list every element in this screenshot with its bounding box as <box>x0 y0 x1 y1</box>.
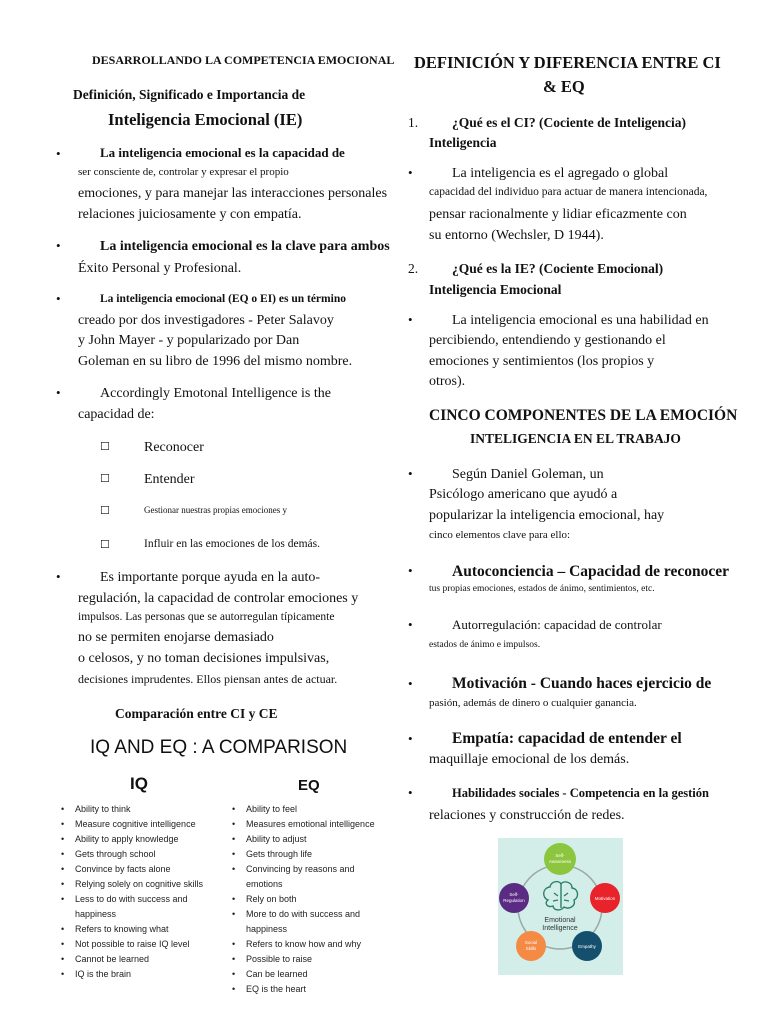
a1-l3: pensar racionalmente y lidiar eficazmente con <box>429 207 687 222</box>
empty-checkbox-icon: ☐ <box>100 505 110 517</box>
list-item: • Measure cognitive intelligence <box>61 817 211 832</box>
b1-l1: La inteligencia emocional es la capacidad de <box>100 145 345 160</box>
bullet-dot-icon: • <box>408 563 413 578</box>
item-number: 2. <box>408 261 419 276</box>
b2-l2: Éxito Personal y Profesional. <box>78 261 242 276</box>
node-label: Awareness <box>548 859 572 864</box>
b4-l2: capacidad de: <box>78 407 155 422</box>
c4-l1: Empatía: capacidad de entender el <box>452 730 682 747</box>
bullet-dot-icon: • <box>56 238 61 253</box>
b3-l2: creado por dos investigadores - Peter Salavoy <box>78 313 334 328</box>
c3-l1: Motivación - Cuando haces ejercicio de <box>452 675 712 692</box>
node-label: Self- <box>555 853 565 858</box>
empty-checkbox-icon: ☐ <box>100 473 110 485</box>
list-item: • Measures emotional intelligence <box>232 817 382 832</box>
list-item: • Refers to knowing what <box>61 922 211 937</box>
bullet-dot-icon: • <box>408 165 413 180</box>
components-title: CINCO COMPONENTES DE LA EMOCIÓN <box>429 407 738 424</box>
sub-item: Influir en las emociones de los demás. <box>144 538 320 550</box>
comparison-heading: Comparación entre CI y CE <box>115 706 278 721</box>
c2-l2: estados de ánimo e impulsos. <box>429 640 541 650</box>
a1-l2: capacidad del individuo para actuar de manera intencionada, <box>429 186 708 198</box>
list-item: • Gets through school <box>61 847 211 862</box>
node-label: Social <box>524 940 538 945</box>
b1-l2: ser consciente de, controlar y expresar el propio <box>78 166 289 178</box>
a2-l2: percibiendo, entendiendo y gestionando el <box>429 333 666 348</box>
ei-diagram <box>498 838 623 975</box>
iq-header: IQ <box>130 774 148 793</box>
list-item: • Cannot be learned <box>61 952 211 967</box>
b5-l6: decisiones imprudentes. Ellos piensan antes de actuar. <box>78 672 338 686</box>
eq-list <box>232 802 382 997</box>
bullet-dot-icon: • <box>408 617 413 632</box>
node-label: Self- <box>509 892 519 897</box>
c3-l2: pasión, además de dinero o cualquier ganancia. <box>429 697 637 709</box>
empty-checkbox-icon: ☐ <box>100 441 110 453</box>
b5-l2: regulación, la capacidad de controlar emociones y <box>78 591 359 606</box>
b3-l4: Goleman en su libro de 1996 del mismo nombre. <box>78 354 353 369</box>
b5-l3: impulsos. Las personas que se autorregulan típicamente <box>78 611 335 623</box>
list-item: • More to do with success and happiness <box>232 907 381 937</box>
main-title: DESARROLLANDO LA COMPETENCIA EMOCIONAL <box>92 53 395 67</box>
section-subtitle: Definición, Significado e Importancia de <box>73 87 306 102</box>
g-l1: Según Daniel Goleman, un <box>452 467 604 482</box>
list-item: • Refers to know how and why <box>232 937 382 952</box>
bullet-dot-icon: • <box>408 312 413 327</box>
a2-l1: La inteligencia emocional es una habilidad en <box>452 313 709 328</box>
c5-l2: relaciones y construcción de redes. <box>429 808 625 823</box>
node-label: Motivation <box>594 896 616 901</box>
empty-checkbox-icon: ☐ <box>100 539 110 551</box>
list-item: • Possible to raise <box>232 952 382 967</box>
list-item: • Ability to adjust <box>232 832 382 847</box>
diagram-center-label: Emotional <box>544 917 576 924</box>
q1-line2: Inteligencia <box>429 135 497 150</box>
item-number: 1. <box>408 115 419 130</box>
list-item: • Ability to feel <box>232 802 382 817</box>
node-label: Regulation <box>503 898 525 903</box>
bullet-dot-icon: • <box>56 291 61 306</box>
node-label: Skills <box>525 946 537 951</box>
bullet-dot-icon: • <box>408 731 413 746</box>
components-title-2: INTELIGENCIA EN EL TRABAJO <box>470 431 681 446</box>
b3-l3: y John Mayer - y popularizado por Dan <box>78 333 300 348</box>
node-label: Empathy <box>578 944 596 949</box>
b1-l4: relaciones juiciosamente y con empatía. <box>78 207 302 222</box>
list-item: • Gets through life <box>232 847 382 862</box>
q1-line1: ¿Qué es el CI? (Cociente de Inteligencia) <box>452 115 686 130</box>
list-item: • Can be learned <box>232 967 382 982</box>
list-item: • Rely on both <box>232 892 382 907</box>
right-title-2: & EQ <box>543 77 585 96</box>
a2-l3: emociones y sentimientos (los propios y <box>429 354 655 369</box>
bullet-dot-icon: • <box>408 466 413 481</box>
b5-l5: o celosos, y no toman decisiones impulsivas, <box>78 651 330 666</box>
list-item: • Convincing by reasons and emotions <box>232 862 371 892</box>
b3-l1: La inteligencia emocional (EQ o EI) es un término <box>100 293 346 305</box>
c2-l1: Autorregulación: capacidad de controlar <box>452 617 662 632</box>
diagram-center-label: Intelligence <box>542 925 578 932</box>
b5-l1: Es importante porque ayuda en la auto- <box>100 570 321 585</box>
b4-l1: Accordingly Emotonal Intelligence is the <box>100 386 331 401</box>
list-item: • EQ is the heart <box>232 982 382 997</box>
c1-l2: tus propias emociones, estados de ánimo, sentimientos, etc. <box>429 584 655 594</box>
right-title: DEFINICIÓN Y DIFERENCIA ENTRE CI <box>414 53 721 72</box>
g-l4: cinco elementos clave para ello: <box>429 529 571 541</box>
c1-l1: Autoconciencia – Capacidad de reconocer <box>452 563 729 580</box>
bullet-dot-icon: • <box>408 785 413 800</box>
list-item: • Not possible to raise IQ level <box>61 937 211 952</box>
a1-l4: su entorno (Wechsler, D 1944). <box>429 228 604 243</box>
iq-list <box>61 802 211 982</box>
list-item: • Less to do with success and happiness <box>61 892 190 922</box>
g-l2: Psicólogo americano que ayudó a <box>429 487 618 502</box>
comparison-title: IQ AND EQ : A COMPARISON <box>90 737 348 758</box>
sub-item: Entender <box>144 472 195 487</box>
eq-header: EQ <box>298 777 320 794</box>
list-item: • Relying solely on cognitive skills <box>61 877 211 892</box>
list-item: • Convince by facts alone <box>61 862 211 877</box>
bullet-dot-icon: • <box>56 146 61 161</box>
sub-item: Reconocer <box>144 440 204 455</box>
q2-line2: Inteligencia Emocional <box>429 282 562 297</box>
b2-l1: La inteligencia emocional es la clave para ambos <box>100 239 390 254</box>
q2-line1: ¿Qué es la IE? (Cociente Emocional) <box>452 261 664 276</box>
list-item: • IQ is the brain <box>61 967 211 982</box>
a1-l1: La inteligencia es el agregado o global <box>452 166 669 181</box>
c4-l2: maquillaje emocional de los demás. <box>429 752 630 767</box>
g-l3: popularizar la inteligencia emocional, hay <box>429 508 665 523</box>
sub-item: Gestionar nuestras propias emociones y <box>144 505 287 515</box>
list-item: • Ability to apply knowledge <box>61 832 211 847</box>
c5-l1: Habilidades sociales - Competencia en la gestión <box>452 786 709 800</box>
section-subtitle-ie: Inteligencia Emocional (IE) <box>108 110 303 129</box>
b1-l3: emociones, y para manejar las interacciones personales <box>78 186 388 201</box>
b5-l4: no se permiten enojarse demasiado <box>78 630 274 645</box>
bullet-dot-icon: • <box>408 676 413 691</box>
bullet-dot-icon: • <box>56 385 61 400</box>
list-item: • Ability to think <box>61 802 211 817</box>
bullet-dot-icon: • <box>56 569 61 584</box>
a2-l4: otros). <box>429 374 466 389</box>
